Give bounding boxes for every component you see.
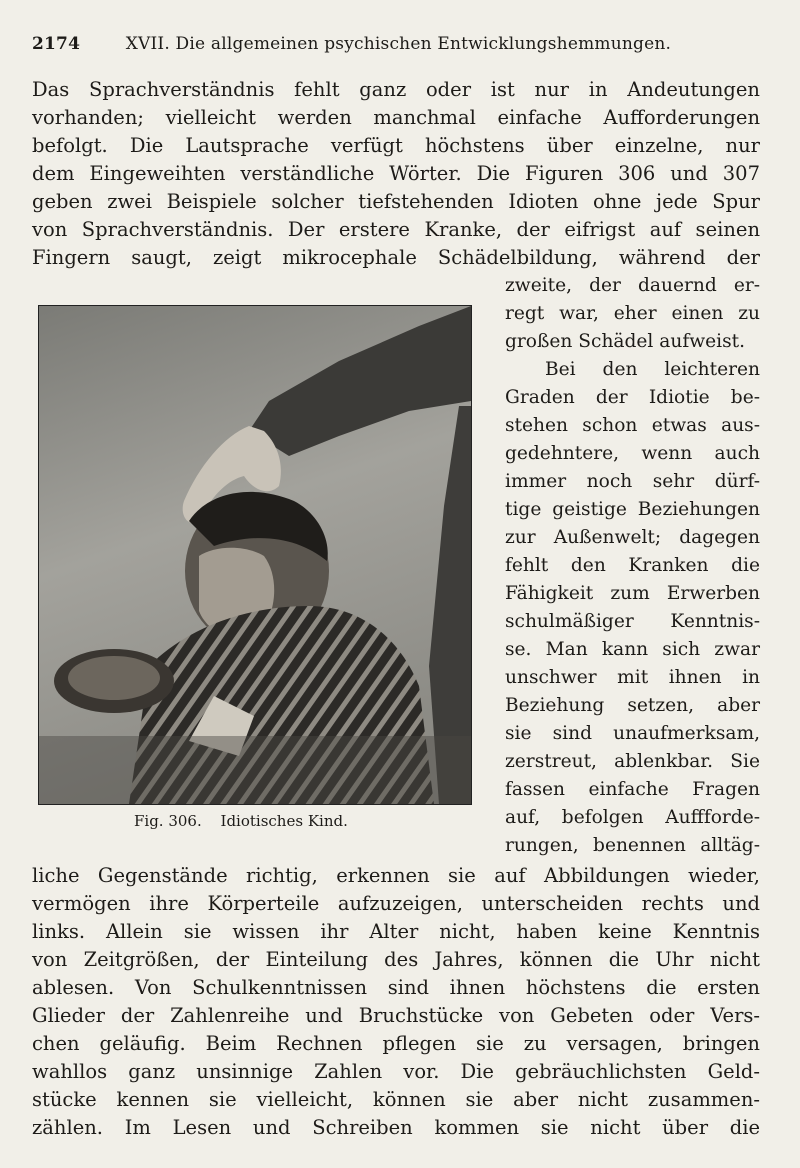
- text-line: fassen einfache Fragen: [505, 779, 760, 800]
- text-line: stehen schon etwas aus-: [505, 415, 760, 436]
- running-header: [32, 34, 772, 54]
- running-title: XVII. Die allgemeinen psychischen Entwicklungshemmungen.: [125, 34, 672, 54]
- text-line: schulmäßiger Kenntnis-: [505, 611, 760, 632]
- text-line: fehlt den Kranken die: [505, 555, 760, 576]
- text-line: ablesen. Von Schulkenntnissen sind ihnen höchstens die ersten: [32, 976, 760, 999]
- text-line: Glieder der Zahlenreihe und Bruchstücke von Gebeten oder Vers-: [32, 1004, 760, 1027]
- photograph-image: [39, 306, 471, 804]
- text-line: stücke kennen sie vielleicht, können sie aber nicht zusammen-: [32, 1088, 760, 1111]
- text-line: Das Sprachverständnis fehlt ganz oder ist nur in Andeutungen: [32, 78, 760, 101]
- text-line: vorhanden; vielleicht werden manchmal einfache Aufforderungen: [32, 106, 760, 129]
- text-line: Graden der Idiotie be-: [505, 387, 760, 408]
- text-line: großen Schädel aufweist.: [505, 331, 746, 352]
- text-line: se. Man kann sich zwar: [505, 639, 760, 660]
- text-line: chen geläufig. Beim Rechnen pflegen sie zu versagen, bringen: [32, 1032, 760, 1055]
- text-line: zur Außenwelt; dagegen: [505, 527, 760, 548]
- text-line: liche Gegenstände richtig, erkennen sie auf Abbildungen wieder,: [32, 864, 760, 887]
- text-line: immer noch sehr dürf-: [505, 471, 760, 492]
- text-line: rungen, benennen alltäg-: [505, 835, 760, 856]
- text-line: zählen. Im Lesen und Schreiben kommen sie nicht über die: [32, 1116, 760, 1139]
- text-line: von Zeitgrößen, der Einteilung des Jahres, können die Uhr nicht: [32, 948, 760, 971]
- figure-number: Fig. 306.: [134, 812, 202, 830]
- text-line: Bei den leichteren: [545, 359, 760, 380]
- text-line: geben zwei Beispiele solcher tiefstehenden Idioten ohne jede Spur: [32, 190, 760, 213]
- text-line: regt war, eher einen zu: [505, 303, 760, 324]
- text-line: gedehntere, wenn auch: [505, 443, 760, 464]
- text-line: dem Eingeweihten verständliche Wörter. Die Figuren 306 und 307: [32, 162, 760, 185]
- text-line: zerstreut, ablenkbar. Sie: [505, 751, 760, 772]
- figure-title: Idiotisches Kind.: [220, 812, 348, 830]
- text-line: sie sind unaufmerksam,: [505, 723, 760, 744]
- page-number: 2174: [32, 34, 81, 54]
- text-line: tige geistige Beziehungen: [505, 499, 760, 520]
- text-line: Fingern saugt, zeigt mikrocephale Schädelbildung, während der: [32, 246, 760, 269]
- text-line: Beziehung setzen, aber: [505, 695, 760, 716]
- text-line: links. Allein sie wissen ihr Alter nicht, haben keine Kenntnis: [32, 920, 760, 943]
- text-line: wahllos ganz unsinnige Zahlen vor. Die gebräuchlichsten Geld-: [32, 1060, 760, 1083]
- text-line: unschwer mit ihnen in: [505, 667, 760, 688]
- figure-photograph: [38, 305, 472, 805]
- figure-caption: [134, 812, 348, 830]
- text-line: auf, befolgen Auffforde-: [505, 807, 760, 828]
- text-line: von Sprachverständnis. Der erstere Kranke, der eifrigst auf seinen: [32, 218, 760, 241]
- text-line: befolgt. Die Lautsprache verfügt höchstens über einzelne, nur: [32, 134, 760, 157]
- text-line: Fähigkeit zum Erwerben: [505, 583, 760, 604]
- text-line: vermögen ihre Körperteile aufzuzeigen, unterscheiden rechts und: [32, 892, 760, 915]
- text-line: zweite, der dauernd er-: [505, 275, 760, 296]
